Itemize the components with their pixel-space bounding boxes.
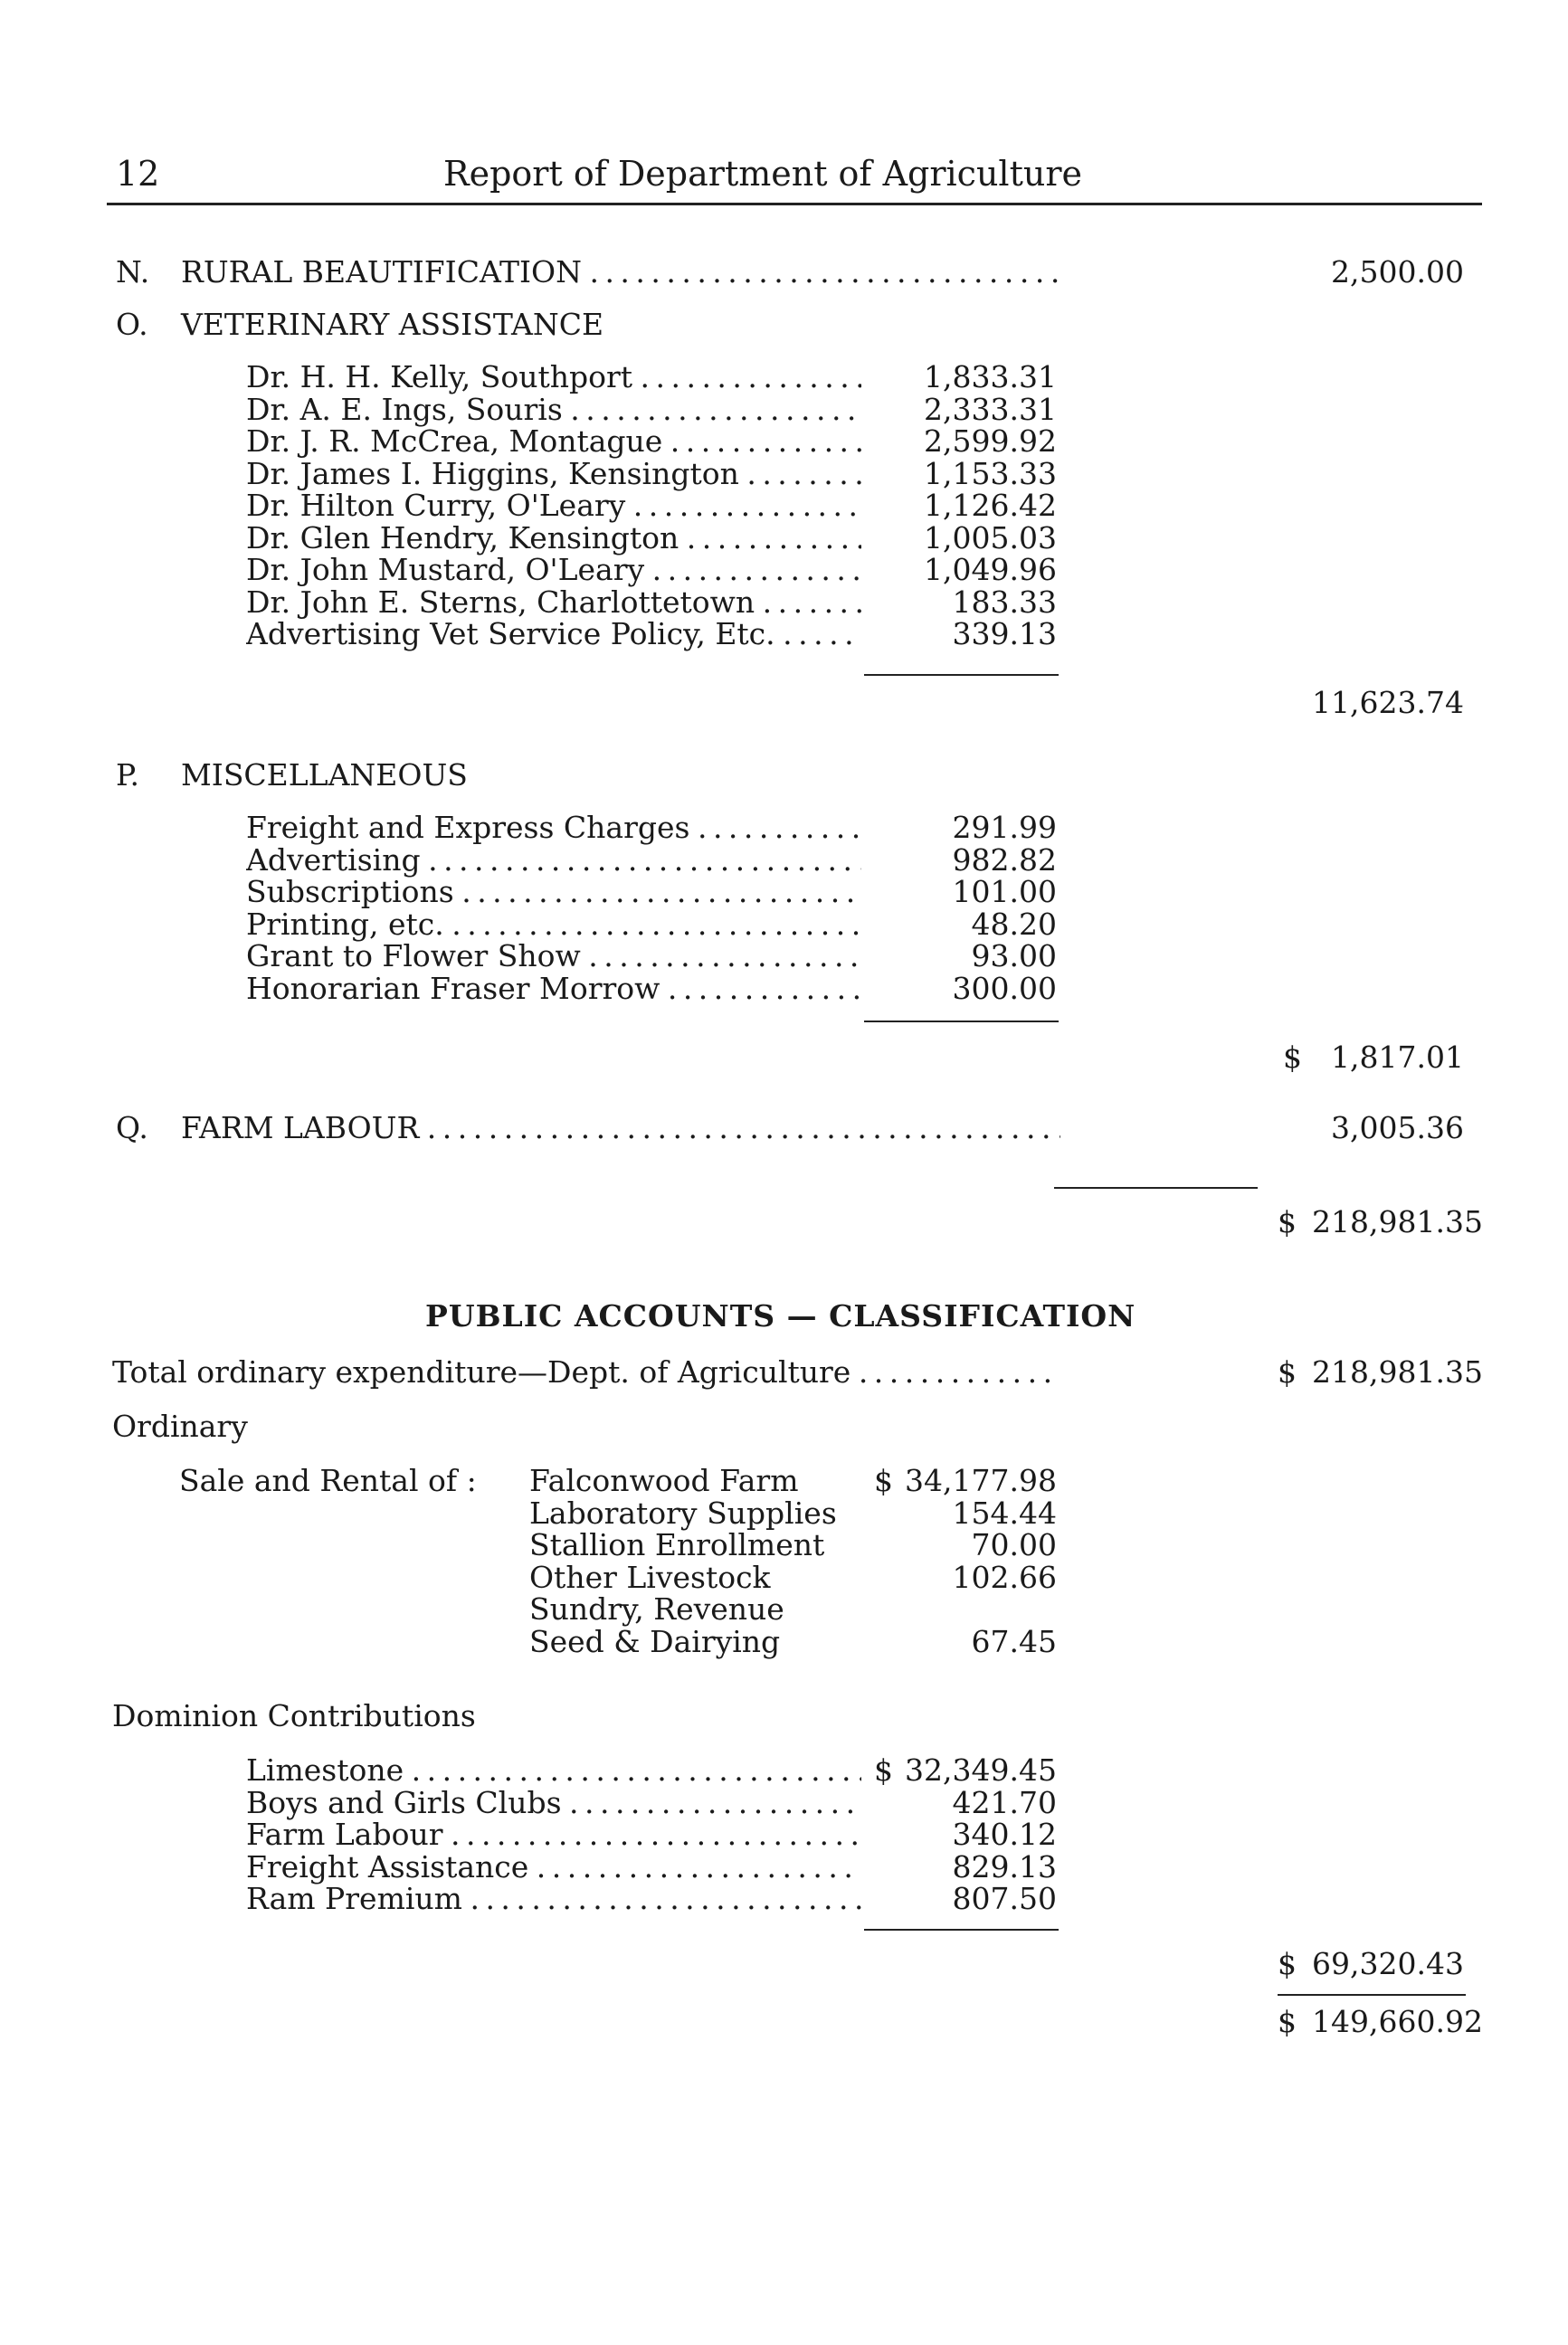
dominion-subtotal-rule <box>864 1929 1059 1931</box>
section-o-title: VETERINARY ASSISTANCE <box>181 307 604 342</box>
grand-total-rule <box>1054 1187 1258 1189</box>
vet-row-label: Dr. J. R. McCrea, Montague . . . <box>246 424 861 459</box>
dominion-contributions-label: Dominion Contributions <box>112 1698 476 1733</box>
grand-total-currency: $ <box>1278 1204 1297 1239</box>
sale-rental-label: Sale and Rental of : <box>179 1463 477 1498</box>
section-p-subtotal-rule <box>864 1021 1059 1022</box>
section-o-subtotal-rule <box>864 674 1059 676</box>
section-o-total: 11,623.74 <box>1312 685 1464 720</box>
section-n-title: RURAL BEAUTIFICATION . . . <box>181 255 1060 290</box>
dominion-row-label: Farm Labour . . . <box>246 1818 861 1852</box>
sale-row-label: Other Livestock <box>529 1559 771 1595</box>
page-title: Report of Department of Agriculture <box>443 154 1082 194</box>
dominion-row-amount: 807.50 <box>952 1881 1057 1916</box>
vet-row-label: Dr. A. E. Ings, Souris . . . <box>246 393 861 427</box>
sale-row-amount: 67.45 <box>971 1623 1057 1659</box>
header-rule <box>107 203 1482 205</box>
vet-row-amount: 183.33 <box>952 584 1057 620</box>
section-p-title: MISCELLANEOUS <box>181 757 468 793</box>
section-p-currency: $ <box>1283 1040 1302 1075</box>
vet-row-label: Advertising Vet Service Policy, Etc. . . . <box>246 617 861 651</box>
vet-row-label: Dr. John Mustard, O'Leary . . . <box>246 553 861 587</box>
page-number: 12 <box>116 154 160 194</box>
vet-row-amount: 2,599.92 <box>924 423 1057 459</box>
vet-row-label: Dr. H. H. Kelly, Southport . . . <box>246 360 861 394</box>
section-q-title: FARM LABOUR . . . <box>181 1111 1060 1145</box>
misc-row-amount: 48.20 <box>971 906 1057 942</box>
misc-row-amount: 300.00 <box>952 970 1057 1006</box>
sale-row-label: Falconwood Farm <box>529 1463 799 1498</box>
misc-row-label: Subscriptions . . . <box>246 875 861 909</box>
dominion-row-currency: $ <box>874 1752 893 1788</box>
dominion-row-label: Limestone . . . <box>246 1753 861 1788</box>
misc-row-label: Grant to Flower Show . . . <box>246 939 861 973</box>
sale-row-label: Laboratory Supplies <box>529 1495 837 1531</box>
dominion-row-amount: 829.13 <box>952 1848 1057 1885</box>
sale-row-amount: 70.00 <box>971 1527 1057 1562</box>
misc-row-amount: 291.99 <box>952 810 1057 845</box>
vet-row-label: Dr. John E. Sterns, Charlottetown . . . <box>246 585 861 620</box>
sale-row-amount: 34,177.98 <box>905 1463 1057 1498</box>
vet-row-amount: 1,005.03 <box>924 519 1057 555</box>
section-p-letter: P. <box>116 757 140 793</box>
section-o-letter: O. <box>116 307 148 342</box>
misc-row-label: Advertising . . . <box>246 843 861 878</box>
vet-row-label: Dr. Glen Hendry, Kensington . . . <box>246 521 861 555</box>
sale-row-amount: 102.66 <box>952 1559 1057 1595</box>
total-ordinary-amount: 218,981.35 <box>1312 1354 1483 1390</box>
net-total-amount: 149,660.92 <box>1312 2004 1483 2039</box>
ordinary-label: Ordinary <box>112 1409 248 1444</box>
vet-row-amount: 1,833.31 <box>924 359 1057 394</box>
section-q-total: 3,005.36 <box>1331 1110 1464 1145</box>
misc-row-label: Honorarian Fraser Morrow . . . <box>246 972 861 1006</box>
net-total-currency: $ <box>1278 2004 1297 2039</box>
misc-row-amount: 982.82 <box>952 841 1057 878</box>
vet-row-amount: 2,333.31 <box>924 391 1057 427</box>
vet-row-amount: 1,049.96 <box>924 552 1057 587</box>
misc-row-label: Printing, etc. . . . <box>246 907 861 942</box>
dominion-row-label: Boys and Girls Clubs . . . <box>246 1786 861 1820</box>
dominion-row-amount: 340.12 <box>952 1817 1057 1852</box>
dominion-subtotal-currency: $ <box>1278 1946 1297 1981</box>
vet-row-label: Dr. James I. Higgins, Kensington . . . <box>246 457 861 491</box>
sale-row-label: Sundry, Revenue <box>529 1591 784 1627</box>
sale-row-amount: 154.44 <box>952 1495 1057 1531</box>
section-n-total: 2,500.00 <box>1331 254 1464 290</box>
net-total-rule <box>1278 1994 1466 1996</box>
misc-row-amount: 93.00 <box>971 938 1057 973</box>
dominion-row-label: Ram Premium . . . <box>246 1882 861 1916</box>
misc-row-amount: 101.00 <box>952 874 1057 909</box>
vet-row-label: Dr. Hilton Curry, O'Leary . . . <box>246 489 861 523</box>
vet-row-amount: 1,126.42 <box>924 488 1057 523</box>
dominion-row-amount: 32,349.45 <box>905 1752 1057 1788</box>
total-ordinary-currency: $ <box>1278 1354 1297 1390</box>
vet-row-amount: 339.13 <box>952 616 1057 651</box>
section-p-total: 1,817.01 <box>1331 1040 1464 1075</box>
sale-row-label: Stallion Enrollment <box>529 1527 825 1562</box>
dominion-subtotal-amount: 69,320.43 <box>1312 1946 1464 1981</box>
section-n-letter: N. <box>116 254 150 290</box>
section-q-letter: Q. <box>116 1110 148 1145</box>
dominion-row-amount: 421.70 <box>952 1784 1057 1820</box>
vet-row-amount: 1,153.33 <box>924 455 1057 491</box>
grand-total-amount: 218,981.35 <box>1312 1204 1483 1239</box>
sale-row-label: Seed & Dairying <box>529 1623 781 1659</box>
total-ordinary-expenditure-label: Total ordinary expenditure—Dept. of Agriculture . . . <box>112 1355 1060 1390</box>
public-accounts-heading: PUBLIC ACCOUNTS — CLASSIFICATION <box>425 1298 1136 1334</box>
dominion-row-label: Freight Assistance . . . <box>246 1850 861 1885</box>
sale-row-currency: $ <box>874 1463 893 1498</box>
misc-row-label: Freight and Express Charges . . . <box>246 811 861 845</box>
